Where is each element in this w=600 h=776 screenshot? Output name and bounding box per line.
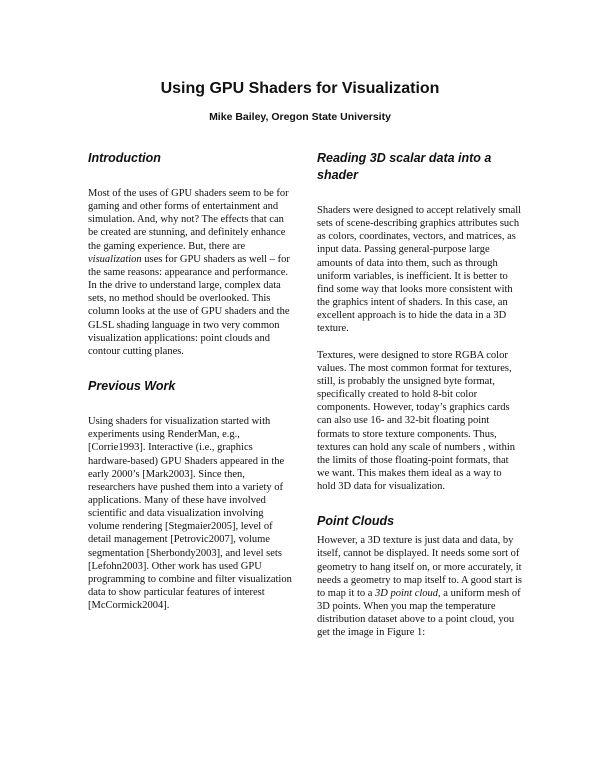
- point-clouds-text-1: However, a 3D texture is just data and data, by itself, cannot be displayed. It needs some sort of geometry to hang itself on, or more accurately, it needs a geometry to map itself to. A good start is to map it to a: [317, 535, 523, 599]
- introduction-paragraph: [88, 187, 293, 358]
- introduction-heading: Introduction: [88, 151, 161, 165]
- point-clouds-text-2: , a uniform mesh of 3D points. When you map the temperature distribution dataset above to a point cloud, you get the image in Figure 1:: [317, 587, 521, 639]
- point-clouds-heading: Point Clouds: [317, 514, 395, 529]
- reading-data-paragraph-2: Textures, were designed to store RGBA color values. The most common format for textures, still, is probably the unsigned byte format, specifically created to hold 8-bit color components. However, today’s graphics cards can also use 16- and 32-bit floating point formats to store texture components. Thus, textures can hold any scale of numbers , within the limits of those floating-point formats, that we want. This makes them ideal as a way to hold 3D data for visualization.: [317, 349, 515, 493]
- reading-data-heading: Reading 3D scalar data into a shader: [317, 151, 492, 182]
- intro-emphasis: visualization: [88, 253, 142, 265]
- author-line: Mike Bailey, Oregon State University: [209, 111, 391, 123]
- point-clouds-emphasis: 3D point cloud: [375, 587, 439, 599]
- left-column: [88, 150, 293, 612]
- previous-work-heading: Previous Work: [88, 379, 176, 394]
- intro-text-1: Most of the uses of GPU shaders seem to be for gaming and other forms of entertainment and simulation. And, why not? The effects that can be created are stunning, and definitely enhance the gaming experience. But, there are: [88, 188, 289, 252]
- intro-text-2: uses for GPU shaders as well – for the same reasons: appearance and performance. In the drive to understand large, complex data sets, no method should be overlooked. This column looks at the use of GPU shaders and the GLSL shading language in two very common visualization applications: point clouds and contour cutting planes.: [88, 253, 290, 357]
- point-clouds-paragraph: [317, 534, 522, 639]
- right-column: [317, 150, 522, 640]
- previous-work-paragraph: Using shaders for visualization started with experiments using RenderMan, e.g., [Corrie1993]. Interactive (i.e., graphics hardware-based) GPU Shaders appeared in the early 2000’s [Mark2003]. Since then, researchers have pushed them into a variety of applications. Many of these have involved scientific and data visualization involving volume rendering [Stegmaier2005], level of detail management [Petrovic2007], volume segmentation [Sherbondy2003], and level sets [Lefohn2003]. Other work has used GPU programming to combine and filter visualization data to show particular features of interest [McCormick2004].: [88, 416, 292, 612]
- reading-data-paragraph-1: Shaders were designed to accept relatively small sets of scene-describing graphics attributes such as colors, coordinates, vectors, and matrices, as input data. Passing general-purpose large amounts of data into them, such as through uniform variables, is inefficient. It is better to find some way that looks more consistent with the graphics intent of shaders. In this case, an excellent approach is to hide the data in a 3D texture.: [317, 205, 522, 335]
- paper-title: Using GPU Shaders for Visualization: [160, 80, 440, 97]
